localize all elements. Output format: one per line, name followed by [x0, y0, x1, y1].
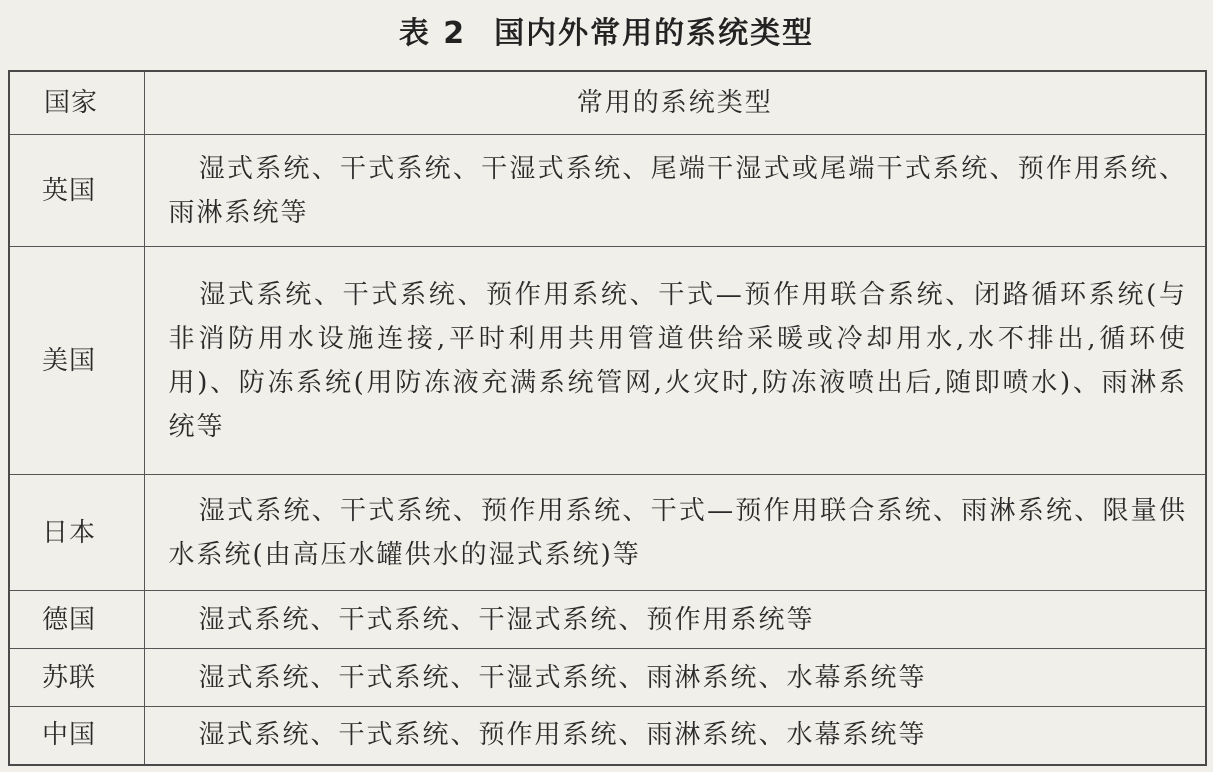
system-types-cell [144, 707, 1206, 765]
header-country: 国家 [9, 71, 144, 135]
header-system-types: 常用的系统类型 [144, 71, 1206, 135]
country-cell: 日本 [9, 475, 144, 591]
table-row [9, 475, 1206, 591]
table-row [9, 247, 1206, 475]
system-types-text: 湿式系统、干式系统、干湿式系统、尾端干湿式或尾端干式系统、预作用系统、雨淋系统等 [168, 153, 1187, 228]
system-types-text: 湿式系统、干式系统、预作用系统、干式—预作用联合系统、雨淋系统、限量供水系统(由高压水罐供水的湿式系统)等 [168, 495, 1187, 570]
system-types-cell [144, 135, 1206, 247]
system-types-text: 湿式系统、干式系统、干湿式系统、预作用系统等 [198, 604, 815, 635]
country-cell: 中国 [9, 707, 144, 765]
header-row [9, 71, 1206, 135]
table-row [9, 135, 1206, 247]
table-number: 表 2 [398, 16, 467, 51]
system-types-table [8, 70, 1207, 766]
system-types-cell [144, 475, 1206, 591]
system-types-text: 湿式系统、干式系统、预作用系统、雨淋系统、水幕系统等 [198, 720, 927, 751]
table-title [0, 8, 1213, 52]
system-types-cell [144, 591, 1206, 649]
system-types-text: 湿式系统、干式系统、干湿式系统、雨淋系统、水幕系统等 [198, 662, 927, 693]
system-types-cell [144, 247, 1206, 475]
table-row [9, 591, 1206, 649]
system-types-text: 湿式系统、干式系统、预作用系统、干式—预作用联合系统、闭路循环系统(与非消防用水设施连接,平时利用共用管道供给采暖或冷却用水,水不排出,循环使用)、防冻系统(用防冻液充满系统管网,火灾时,防冻液喷出后,随即喷水)、雨淋系统等 [168, 279, 1187, 442]
country-cell: 苏联 [9, 649, 144, 707]
system-types-cell [144, 649, 1206, 707]
country-cell: 英国 [9, 135, 144, 247]
table-caption: 国内外常用的系统类型 [494, 16, 815, 51]
country-cell: 德国 [9, 591, 144, 649]
table-row [9, 649, 1206, 707]
table-row [9, 707, 1206, 765]
country-cell: 美国 [9, 247, 144, 475]
